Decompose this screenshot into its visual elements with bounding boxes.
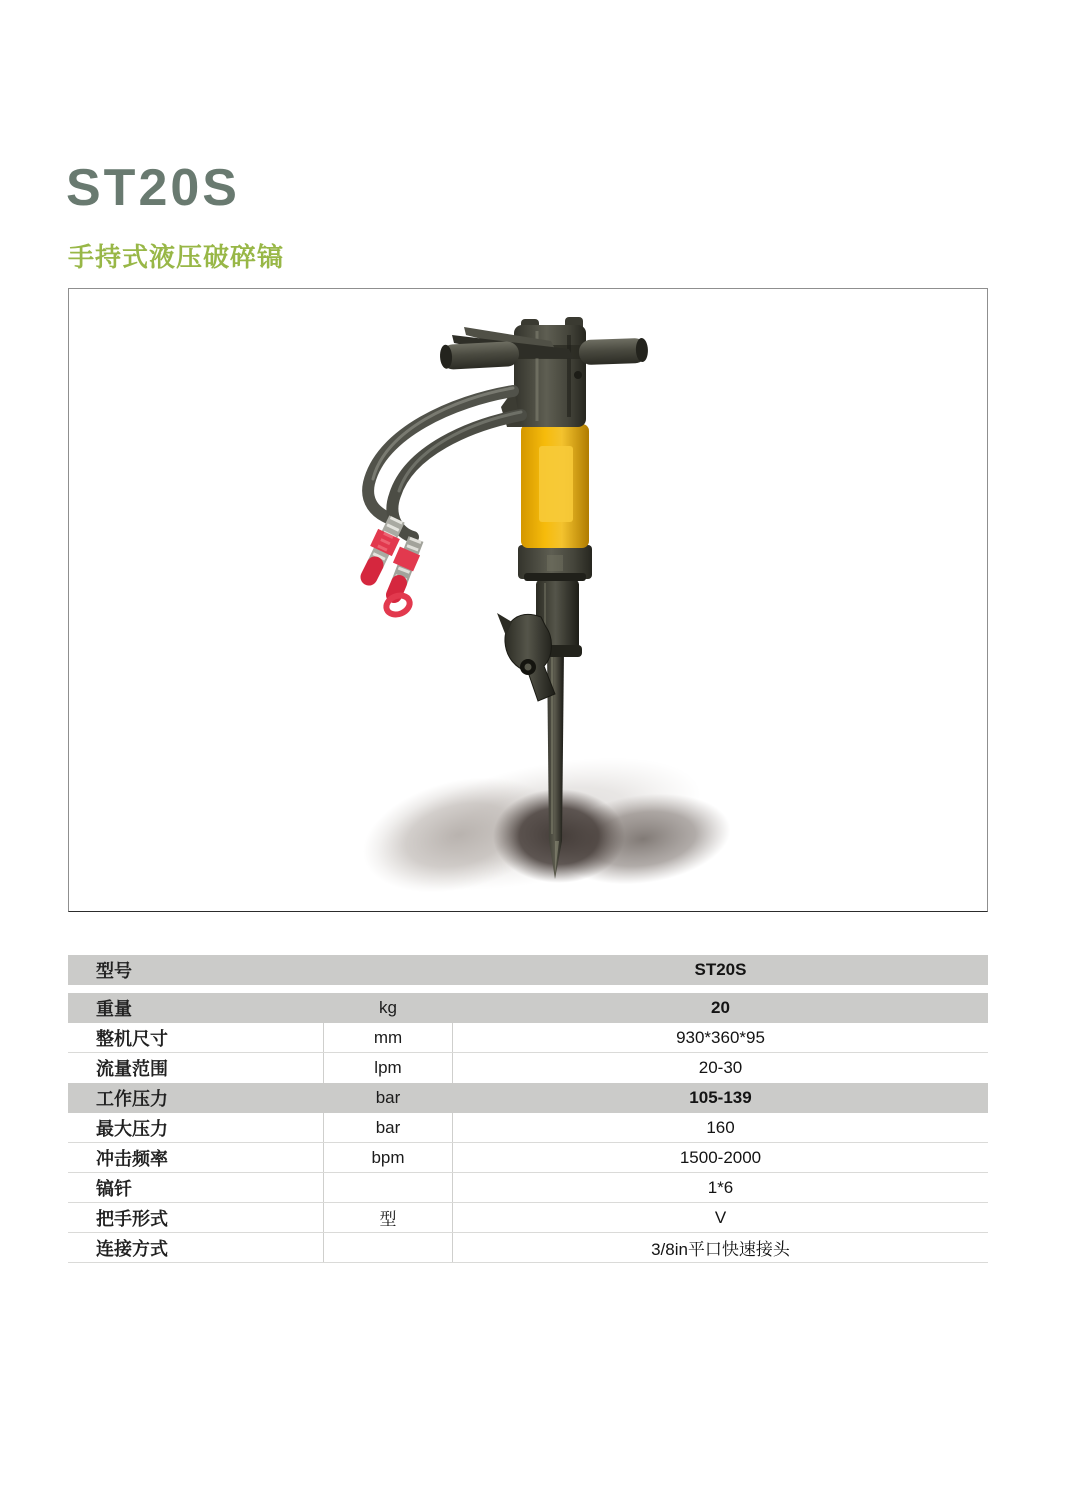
table-row — [68, 1233, 988, 1263]
table-row — [68, 1143, 988, 1173]
spec-table — [68, 955, 988, 1263]
ground-shadow — [351, 733, 736, 911]
spec-label: 最大压力 — [96, 1118, 168, 1139]
product-illustration — [69, 289, 987, 911]
spec-unit: bpm — [323, 1143, 453, 1172]
table-row — [68, 993, 988, 1023]
spec-value: 105-139 — [689, 1088, 752, 1107]
table-row — [68, 1113, 988, 1143]
spec-label: 流量范围 — [96, 1059, 168, 1079]
spec-value: 1500-2000 — [679, 1147, 762, 1167]
chisel-holder — [497, 579, 582, 701]
lower-collar — [518, 545, 592, 581]
hydraulic-hoses — [368, 388, 521, 537]
table-row — [68, 1053, 988, 1083]
table-row — [68, 1083, 988, 1113]
table-row — [68, 955, 988, 985]
page-title: ST20S — [66, 159, 240, 217]
spec-unit: 型 — [323, 1203, 453, 1232]
product-image-panel — [68, 288, 988, 912]
spec-label: 冲击频率 — [96, 1148, 168, 1169]
spec-label: 把手形式 — [96, 1208, 168, 1229]
spec-value: 3/8in平口快速接头 — [651, 1240, 790, 1259]
spec-unit: lpm — [323, 1053, 453, 1083]
spec-label: 整机尺寸 — [96, 1028, 168, 1049]
spec-label: 镐钎 — [96, 1178, 132, 1199]
spec-unit — [323, 1233, 453, 1262]
spec-unit: kg — [379, 998, 397, 1017]
spec-value: 20 — [711, 998, 730, 1017]
page-subtitle: 手持式液压破碎镐 — [68, 242, 285, 272]
spec-label: 工作压力 — [96, 1089, 168, 1109]
spec-unit: mm — [323, 1023, 453, 1052]
spec-value: ST20S — [694, 960, 747, 979]
spec-value: 1*6 — [707, 1177, 734, 1197]
cylinder-body — [521, 424, 589, 548]
spec-unit: bar — [375, 1088, 401, 1107]
spec-label: 重量 — [96, 999, 132, 1019]
table-row — [68, 1173, 988, 1203]
spec-value: 160 — [706, 1117, 735, 1137]
spec-unit: bar — [323, 1113, 453, 1142]
spec-unit — [323, 1173, 453, 1202]
table-row — [68, 1023, 988, 1053]
table-row — [68, 1203, 988, 1233]
spec-value: 20-30 — [698, 1058, 743, 1077]
spec-label: 连接方式 — [96, 1238, 168, 1259]
spec-label: 型号 — [96, 961, 132, 981]
spec-value: 930*360*95 — [676, 1027, 765, 1047]
spec-value: V — [714, 1207, 727, 1227]
spec-unit — [323, 955, 453, 985]
